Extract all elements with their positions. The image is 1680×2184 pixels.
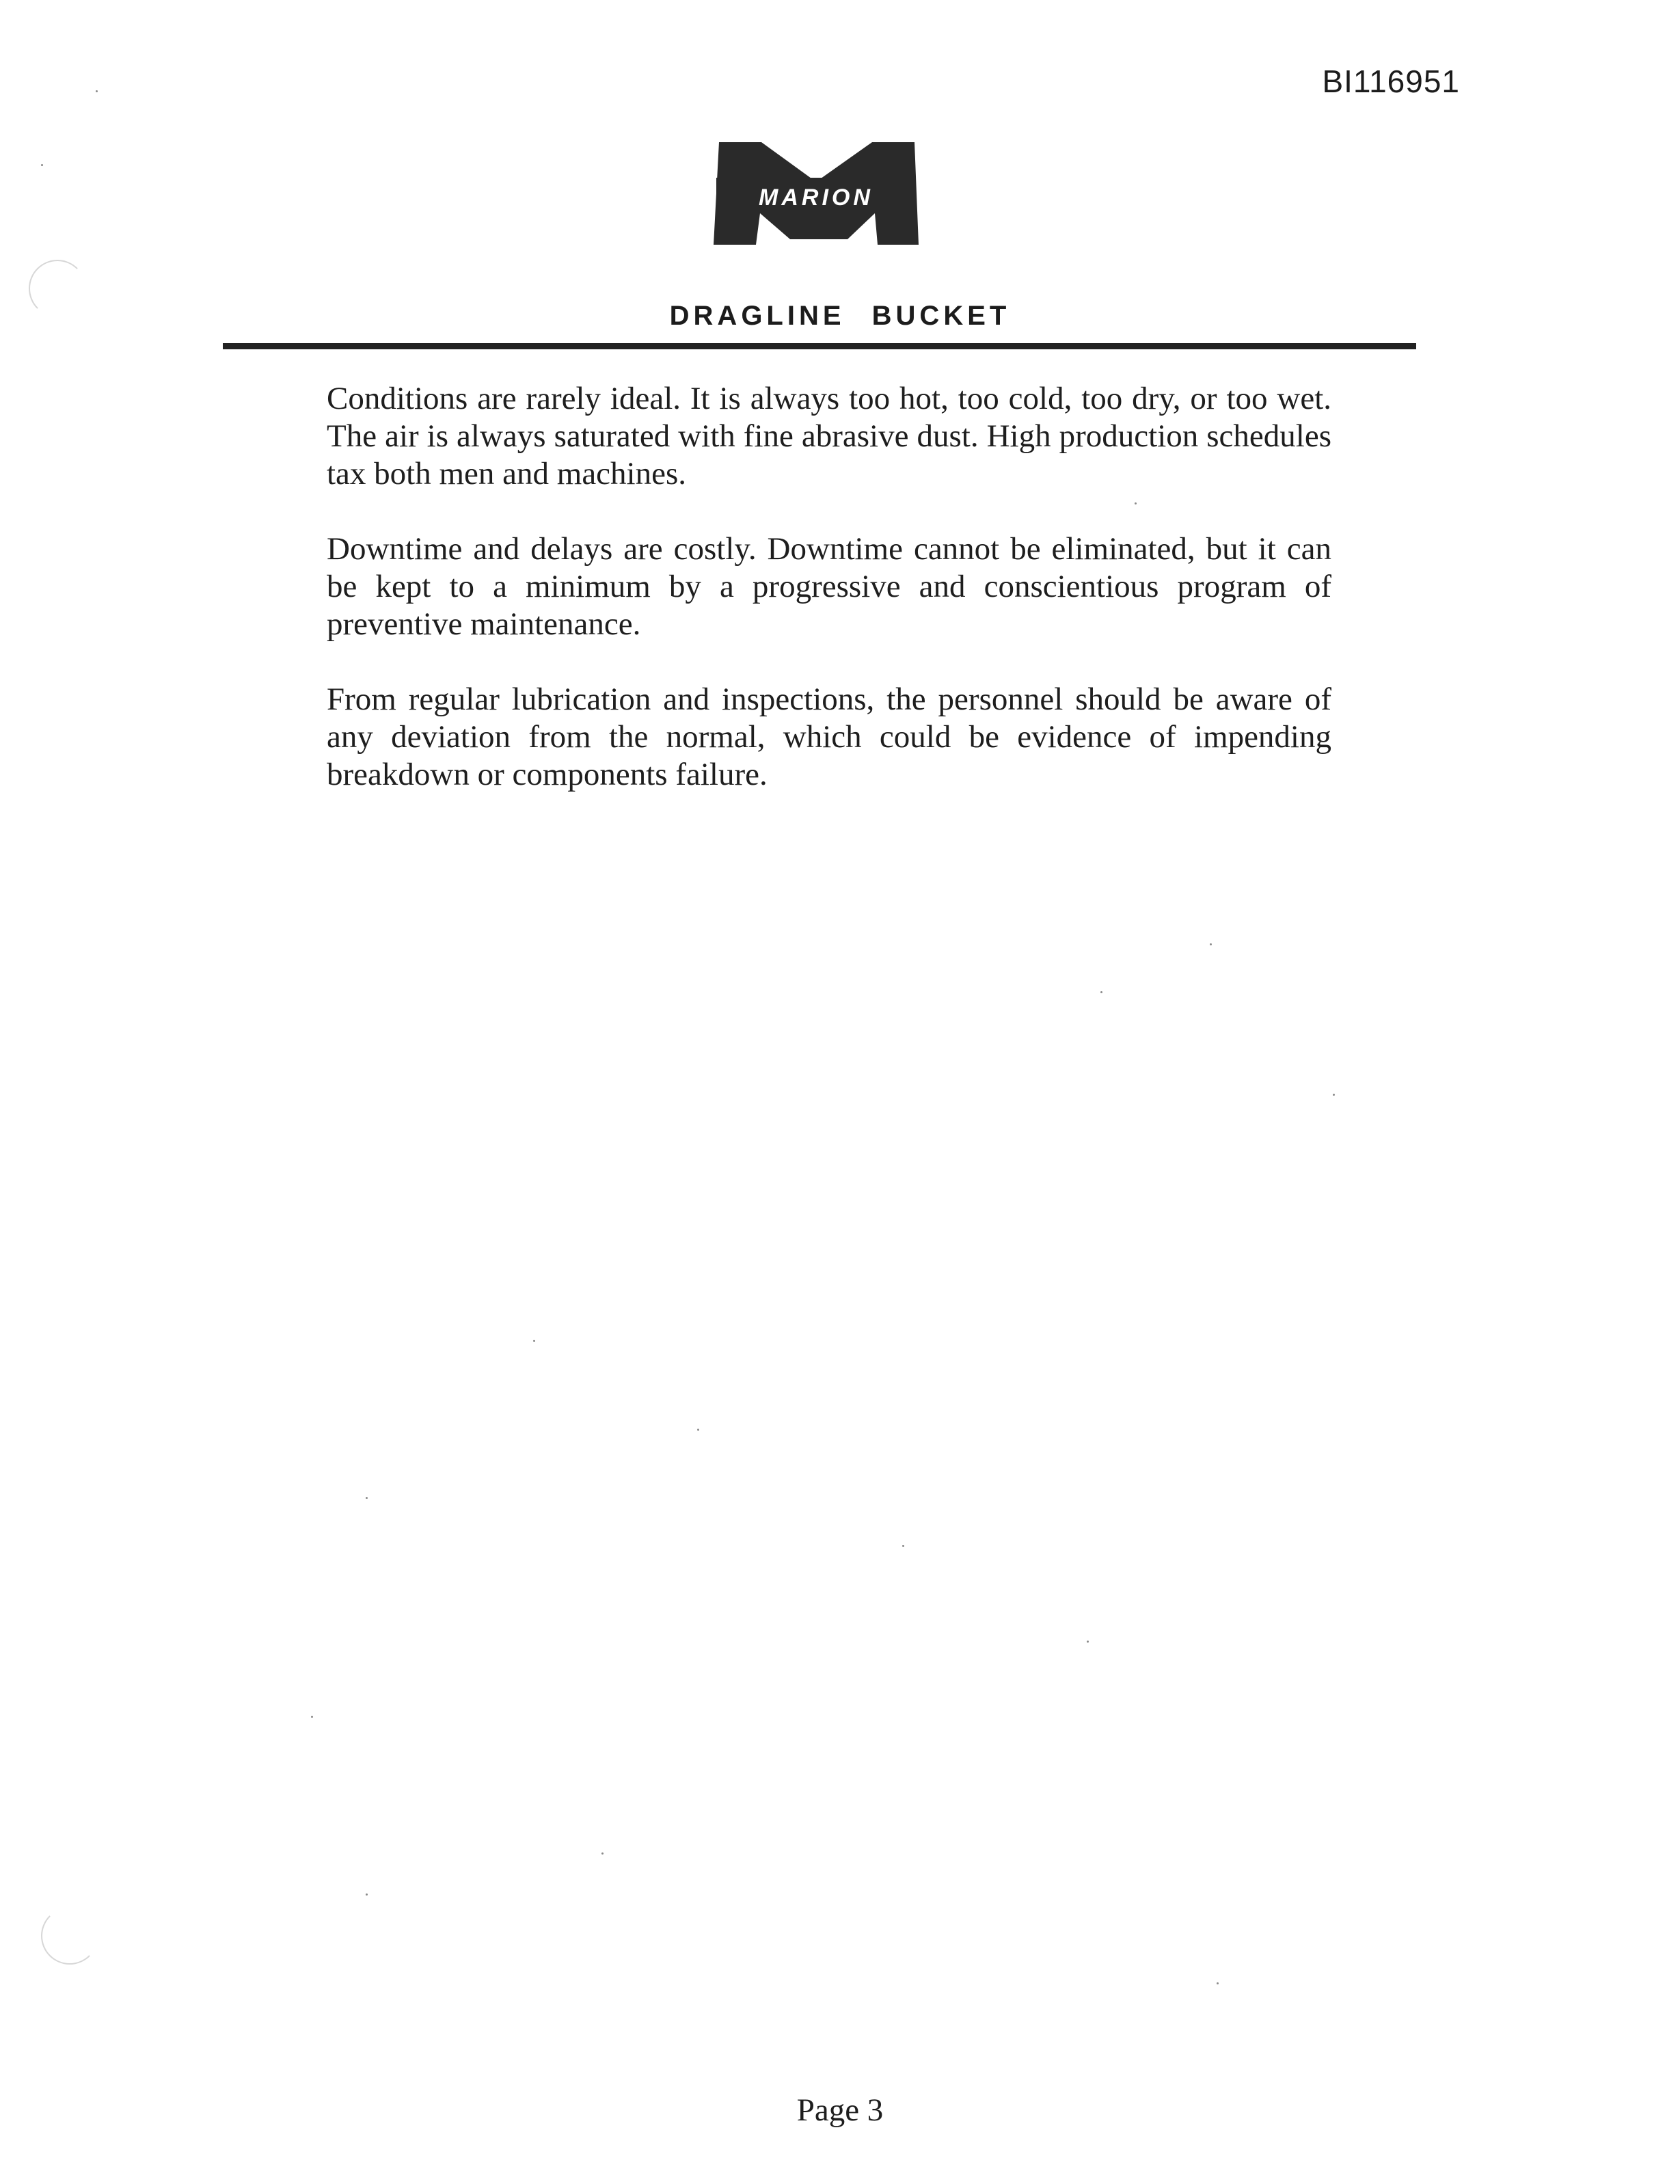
scan-speck: [311, 1716, 313, 1718]
page-number: Page 3: [796, 2092, 884, 2128]
body-text: [327, 380, 1331, 831]
scan-speck: [902, 1545, 904, 1547]
document-id: BI116951: [1322, 64, 1460, 99]
scan-speck: [1333, 1094, 1335, 1096]
scan-speck: [1135, 502, 1137, 504]
scan-speck: [1100, 991, 1102, 993]
scan-speck: [41, 164, 43, 166]
paragraph-conditions: Conditions are rarely ideal. It is always too hot, too cold, too dry, or too wet. The air is always saturated with fine abrasive dust. High production schedules tax both men and machines.: [327, 381, 1331, 491]
scan-speck: [697, 1429, 699, 1431]
scan-speck: [366, 1893, 368, 1896]
paragraph-inspections: From regular lubrication and inspections, the personnel should be aware of any deviation from the normal, which could be evidence of impending breakdown or components failure.: [327, 682, 1331, 792]
scan-speck: [1087, 1641, 1089, 1643]
page-heading: DRAGLINE BUCKET: [669, 301, 1011, 331]
marion-m-logo-icon: [714, 142, 919, 245]
scan-speck: [601, 1852, 604, 1855]
scan-speck: [366, 1497, 368, 1499]
marion-logo: [714, 142, 919, 245]
scan-speck: [533, 1340, 535, 1342]
punch-hole-bottom-decoration: [41, 1907, 98, 1965]
scan-speck: [1217, 1982, 1219, 1984]
paragraph-downtime: Downtime and delays are costly. Downtime cannot be eliminated, but it can be kept to a minimum by a progressive and conscientious program of preventive maintenance.: [327, 531, 1331, 642]
heading-rule: [223, 343, 1416, 349]
logo-text: MARION: [759, 185, 873, 211]
scan-speck: [96, 90, 98, 92]
scan-speck: [1210, 943, 1212, 945]
